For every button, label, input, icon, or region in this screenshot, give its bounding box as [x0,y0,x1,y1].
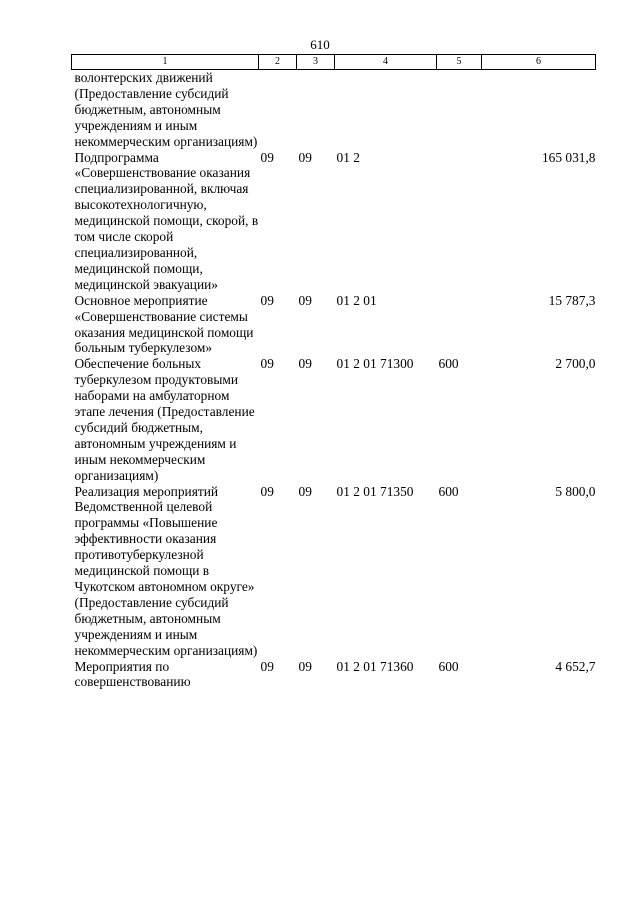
row-subsection: 09 [298,356,312,372]
row-target-code [335,70,437,150]
row-name: Мероприятия по совершенствованию [74,658,191,690]
table-row [72,70,596,150]
row-subsection: 09 [298,658,312,674]
column-number-3: 3 [297,55,335,70]
row-subsection: 09 [298,149,312,165]
table-row [72,659,596,691]
row-amount [482,70,596,150]
row-section: 09 [260,658,274,674]
row-expense-type: 600 [438,483,459,499]
row-amount: 4 652,7 [555,658,596,674]
column-number-2: 2 [259,55,297,70]
row-section: 09 [260,356,274,372]
table-row [72,356,596,483]
row-name: Реализация мероприятий Ведомственной целевой программы «Повышение эффективности оказания противотуберкулезной медицинской помощи в Чукотском автономном округе» (Предоставление субсидий бюджетным, автономным учреждениям и иным некоммерческим организациям) [74,483,258,658]
column-number-1: 1 [72,55,259,70]
row-amount: 2 700,0 [555,356,596,372]
row-expense-type [437,70,482,150]
row-target-code: 01 2 [336,149,360,165]
column-number-5: 5 [437,55,482,70]
row-expense-type [437,293,482,357]
row-name: волонтерских движений (Предоставление субсидий бюджетным, автономным учреждениям и иным некоммерческим организациям) [74,70,258,149]
row-section: 09 [260,292,274,308]
column-number-6: 6 [482,55,596,70]
row-subsection: 09 [298,483,312,499]
row-target-code: 01 2 01 [336,292,377,308]
row-section: 09 [260,483,274,499]
row-amount: 5 800,0 [555,483,596,499]
table-row [72,293,596,357]
row-amount: 165 031,8 [541,149,596,165]
row-name: Основное мероприятие «Совершенствование системы оказания медицинской помощи больным туберкулезом» [74,292,254,356]
row-target-code: 01 2 01 71300 [336,356,414,372]
row-expense-type: 600 [438,356,459,372]
page-number: 610 [310,37,330,52]
column-number-row [72,55,596,70]
row-section [259,70,297,150]
row-name: Подпрограмма «Совершенствование оказания специализированной, включая высокотехнологичную, медицинской помощи, скорой, в том числе скорой специализированной, медицинской помощи, медицинской эвакуации» [74,149,259,292]
row-target-code: 01 2 01 71350 [336,483,414,499]
budget-table [71,54,596,690]
row-subsection [297,70,335,150]
column-number-4: 4 [335,55,437,70]
row-expense-type: 600 [438,658,459,674]
table-row [72,150,596,293]
table-row [72,484,596,659]
row-target-code: 01 2 01 71360 [336,658,414,674]
row-subsection: 09 [298,292,312,308]
row-section: 09 [260,149,274,165]
row-amount: 15 787,3 [548,292,596,308]
row-name: Обеспечение больных туберкулезом продуктовыми наборами на амбулаторном этапе лечения (Предоставление субсидий бюджетным, автономным учреждениям и иным некоммерческим организациям) [74,356,255,483]
row-expense-type [437,150,482,293]
